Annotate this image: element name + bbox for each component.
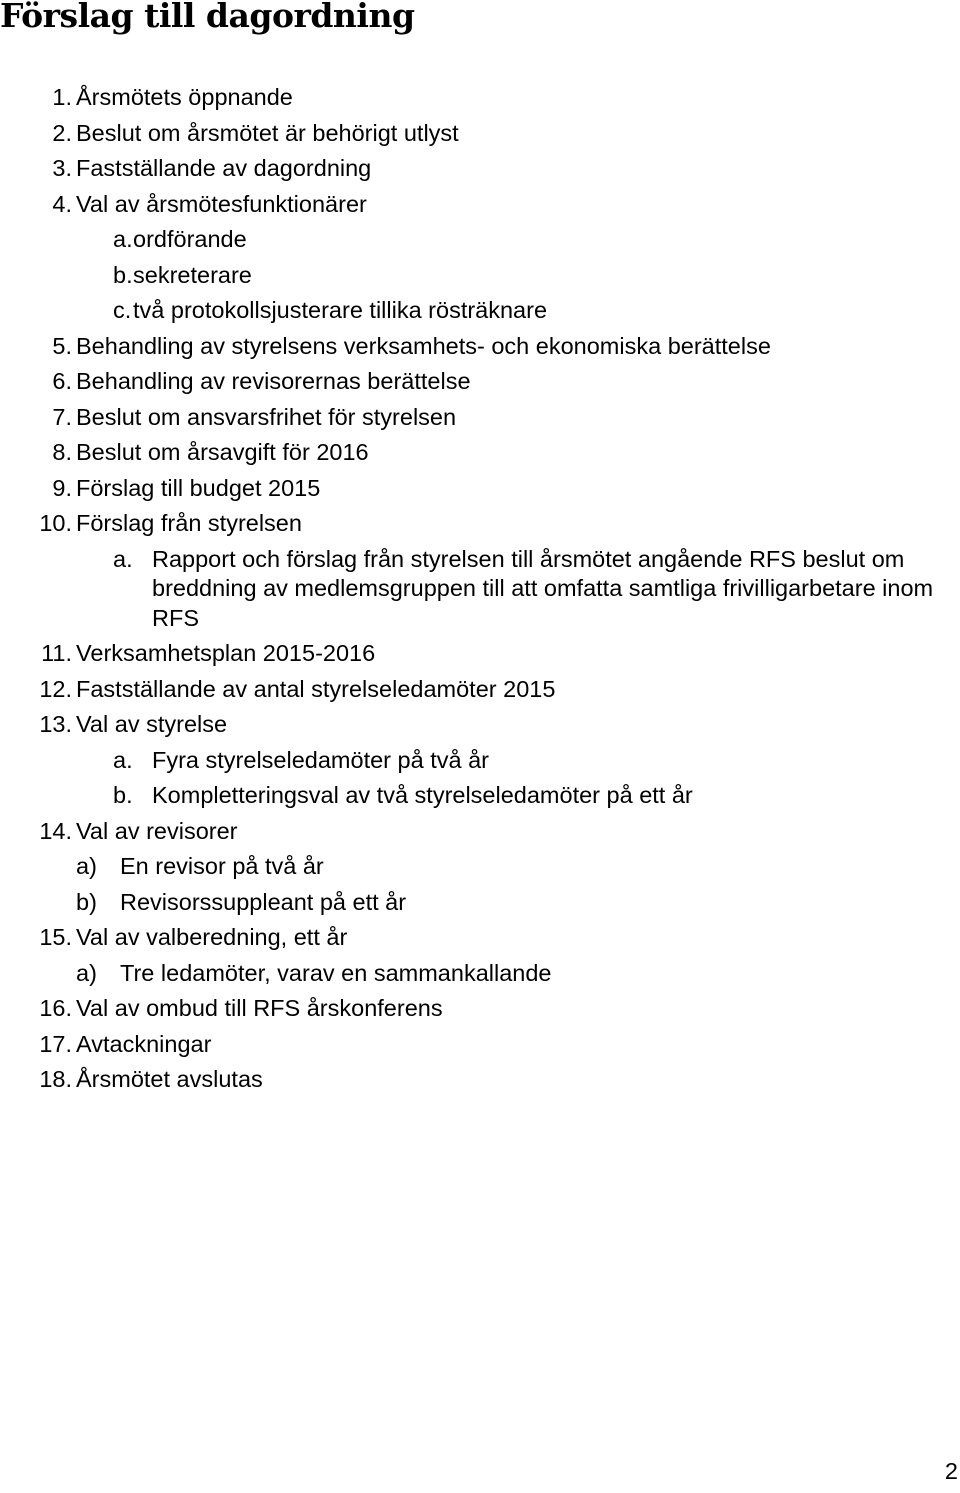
agenda-item [0, 672, 960, 708]
agenda-item [0, 80, 960, 116]
agenda-item [0, 920, 960, 956]
page-number: 2 [944, 1458, 958, 1484]
agenda-item [0, 471, 960, 507]
subitem-letter: a. [113, 746, 133, 773]
subitem-text: Revisorssuppleant på ett år [120, 888, 407, 915]
item-text: Val av revisorer [76, 817, 238, 844]
page-title: Förslag till dagordning [0, 0, 415, 35]
agenda-subitem [0, 956, 960, 992]
item-text: Val av valberedning, ett år [76, 924, 348, 950]
subitem-letter: b) [76, 888, 97, 915]
item-text: Avtackningar [76, 1030, 212, 1057]
agenda-item [0, 116, 960, 152]
agenda-item [0, 329, 960, 365]
item-number: 5. [52, 332, 72, 359]
item-number: 11. [41, 640, 72, 666]
item-text: Behandling av styrelsens verksamhets- och ekonomiska berättelse [76, 332, 771, 359]
subitem-text: Rapport och förslag från styrelsen till årsmötet angående RFS beslut om breddning av medlemsgruppen till att omfatta samtliga frivilligarbetare inom RFS [152, 545, 934, 631]
item-text: Beslut om årsmötet är behörigt utlyst [76, 119, 459, 146]
item-number: 10. [39, 510, 72, 536]
agenda-item [0, 364, 960, 400]
agenda-subitem [0, 849, 960, 885]
agenda-subitem [0, 258, 960, 294]
agenda-item [0, 991, 960, 1027]
agenda-item [0, 151, 960, 187]
item-number: 18. [39, 1066, 72, 1092]
item-text: Verksamhetsplan 2015-2016 [76, 640, 376, 666]
subitem-text: ordförande [133, 226, 247, 252]
item-text: Val av årsmötesfunktionärer [76, 190, 367, 217]
agenda-subitem [0, 743, 960, 779]
item-text: Förslag till budget 2015 [76, 474, 321, 501]
item-number: 16. [39, 995, 72, 1021]
item-number: 1. [52, 84, 72, 110]
item-text: Val av styrelse [76, 711, 228, 737]
agenda-item [0, 506, 960, 542]
item-number: 17. [39, 1030, 72, 1057]
item-text: Beslut om ansvarsfrihet för styrelsen [76, 403, 457, 430]
agenda-item [0, 400, 960, 436]
subitem-letter: b. [113, 782, 133, 808]
subitem-text: Fyra styrelseledamöter på två år [152, 746, 489, 773]
subitem-letter: b. [113, 261, 133, 288]
subitem-text: Tre ledamöter, varav en sammankallande [120, 959, 552, 986]
agenda-subitem [0, 293, 960, 329]
agenda-item [0, 435, 960, 471]
item-number: 6. [52, 368, 72, 394]
agenda-item [0, 187, 960, 223]
item-number: 8. [52, 439, 72, 465]
subitem-text: En revisor på två år [120, 853, 324, 879]
item-text: Årsmötets öppnande [76, 84, 293, 110]
subitem-text: två protokollsjusterare tillika rösträknare [133, 297, 548, 323]
subitem-text: Kompletteringsval av två styrelseledamöter på ett år [152, 782, 693, 808]
agenda-subitem [0, 222, 960, 258]
item-number: 12. [39, 675, 72, 702]
subitem-letter: a. [113, 226, 133, 252]
item-text: Beslut om årsavgift för 2016 [76, 439, 369, 465]
item-text: Fastställande av antal styrelseledamöter 2015 [76, 675, 556, 702]
item-text: Val av ombud till RFS årskonferens [76, 995, 443, 1021]
item-text: Årsmötet avslutas [76, 1066, 263, 1092]
subitem-letter: a. [113, 545, 133, 572]
agenda-list [0, 80, 960, 1098]
subitem-letter: a) [76, 853, 97, 879]
item-number: 3. [52, 155, 72, 181]
item-number: 13. [39, 711, 72, 737]
subitem-letter: a) [76, 959, 97, 986]
subitem-letter: c. [113, 297, 132, 323]
agenda-item [0, 707, 960, 743]
item-number: 14. [39, 817, 72, 844]
item-number: 15. [39, 924, 72, 950]
agenda-item [0, 814, 960, 850]
agenda-item [0, 1062, 960, 1098]
item-number: 4. [52, 190, 72, 217]
subitem-text: sekreterare [133, 261, 252, 288]
agenda-item [0, 1027, 960, 1063]
agenda-subitem [0, 885, 960, 921]
item-text: Förslag från styrelsen [76, 510, 302, 536]
item-number: 2. [52, 119, 72, 146]
agenda-subitem [0, 542, 960, 637]
item-number: 9. [52, 474, 72, 501]
item-text: Fastställande av dagordning [76, 155, 372, 181]
item-text: Behandling av revisorernas berättelse [76, 368, 471, 394]
item-number: 7. [52, 403, 72, 430]
agenda-item [0, 636, 960, 672]
agenda-subitem [0, 778, 960, 814]
